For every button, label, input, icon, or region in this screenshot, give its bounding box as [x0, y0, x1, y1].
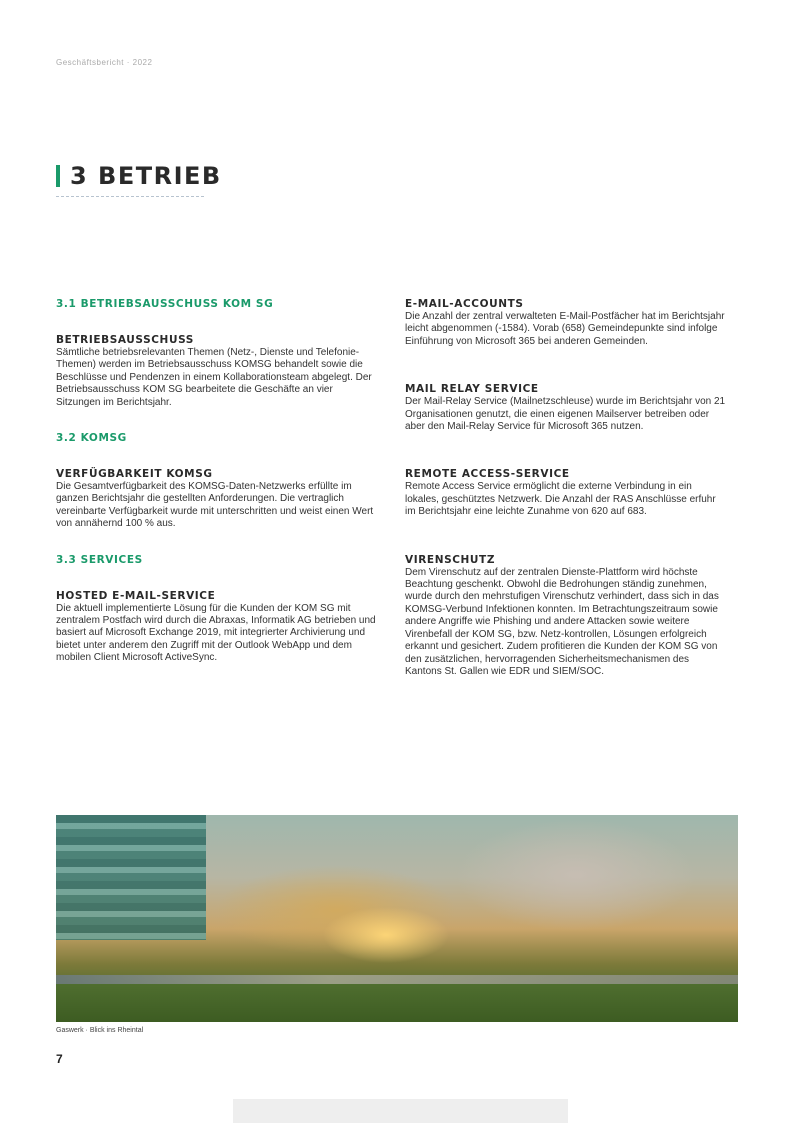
- block-subheading: REMOTE ACCESS-SERVICE: [405, 468, 570, 481]
- photo-field: [56, 984, 738, 1022]
- block-text: Der Mail-Relay Service (Mailnetzschleuse) wurde im Berichtsjahr von 21 Organisationen genutzt, die einen eigenen Mailserver betreiben oder aber den Mail-Relay Service für Microsoft 365 nutzen.: [405, 396, 726, 433]
- chapter-divider: [56, 196, 204, 197]
- block-subheading: VIRENSCHUTZ: [405, 553, 496, 566]
- page-number: 7: [56, 1052, 63, 1066]
- block-subheading: VERFÜGBARKEIT KOMSG: [56, 468, 213, 481]
- section-betriebsausschuss: [56, 297, 378, 409]
- content-block-remote-access: [405, 467, 727, 518]
- block-subheading: BETRIEBSAUSSCHUSS: [56, 334, 194, 346]
- footer-bar: [233, 1099, 568, 1123]
- content-block-mail-relay: [405, 382, 727, 433]
- right-column: [405, 297, 727, 700]
- block-text: Sämtliche betriebsrelevanten Themen (Netz-, Dienste und Telefonie-Themen) werden im Betriebsausschuss KOMSG behandelt sowie die Beschlüsse und Pendenzen in einem Kollaborationsteam abgelegt. Der Betriebsausschuss KOM SG bearbeitete die Geschäfte an vier Sitzungen im Berichtsjahr.: [56, 347, 372, 408]
- photo-building-facade: [56, 815, 206, 940]
- running-header: Geschäftsbericht · 2022: [56, 58, 153, 67]
- section-heading: 3.2 KOMSG: [56, 432, 127, 445]
- block-text: Dem Virenschutz auf der zentralen Dienste-Plattform wird höchste Beachtung geschenkt. Obwohl die Bedrohungen ständig zunehmen, wurde durch den mehrstufigen Virenschutz verhindert, dass sich in das KOMSG-Verbund Infektionen konnten. Im Betrachtungszeitraum sowie andere Angriffe wie Phishing und andere Attacken sowie weitere Virenbefall der KOM SG, bzw. Netz-kontrollen, Lösungen erfolgreich erkannt und gesichert. Zudem profitieren die Kunden der KOM SG von den zusätzlichen, hervorragenden Sicherheitsmechanismen des Kantons St. Gallen wie EDR und SIEM/SOC.: [405, 566, 719, 677]
- content-block: [56, 467, 378, 531]
- block-subheading: HOSTED E-MAIL-SERVICE: [56, 589, 216, 602]
- section-heading: 3.3 SERVICES: [56, 553, 143, 566]
- block-subheading: MAIL RELAY SERVICE: [405, 383, 539, 396]
- content-block-email-accounts: [405, 297, 727, 348]
- section-services: [56, 553, 378, 665]
- content-block-virenschutz: [405, 553, 727, 679]
- landscape-photo: [56, 815, 738, 1022]
- section-komsg: [56, 431, 378, 531]
- block-text: Die Anzahl der zentral verwalteten E-Mail-Postfächer hat im Berichtsjahr leicht abgenommen (-1584). Vorab (658) Gemeindepunkte sind infolge Einführung von Microsoft 365 bei anderen Gemeinden.: [405, 311, 725, 347]
- photo-caption: Gaswerk · Blick ins Rheintal: [56, 1027, 144, 1034]
- chapter-heading: [56, 162, 222, 190]
- chapter-accent-bar: [56, 165, 60, 187]
- content-block: [56, 333, 378, 409]
- left-column: [56, 297, 378, 687]
- block-text: Remote Access Service ermöglicht die externe Verbindung in ein lokales, geschütztes Netzwerk. Die Anzahl der RAS Anschlüsse erfuhr im Berichtsjahr eine leichte Zunahme von 620 auf 683.: [405, 481, 716, 518]
- block-text: Die aktuell implementierte Lösung für die Kunden der KOM SG mit zentralem Postfach wird durch die Abraxas, Informatik AG betrieben und basiert auf Microsoft Exchange 2019, mit integrierter Archivierung und bietet unter anderem den Zugriff mit der Outlook WebApp und dem mobilen Client Microsoft ActiveSync.: [56, 602, 376, 664]
- content-block: [56, 589, 378, 665]
- chapter-title: 3 BETRIEB: [70, 162, 222, 190]
- block-subheading: E-MAIL-ACCOUNTS: [405, 298, 524, 310]
- section-heading: 3.1 BETRIEBSAUSSCHUSS KOM SG: [56, 298, 274, 310]
- block-text: Die Gesamtverfügbarkeit des KOMSG-Daten-Netzwerks erfüllte im ganzen Berichtsjahr die gestellten Anforderungen. Die vertraglich vereinbarte Verfügbarkeit wurde mit unterschritten und weist einen Wert von annähernd 100 % aus.: [56, 481, 374, 530]
